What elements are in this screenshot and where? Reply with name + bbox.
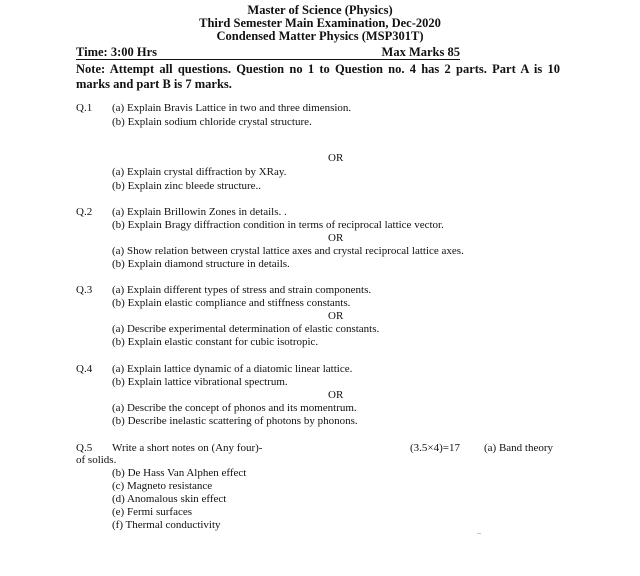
paper-title: Condensed Matter Physics (MSP301T) — [216, 29, 424, 43]
question-part: (a) Explain Bravis Lattice in two and three dimension. — [112, 102, 352, 114]
question-number: Q.1 — [76, 102, 93, 114]
short-note-item: (f) Thermal conductivity — [112, 519, 221, 531]
question-part: (b) Explain zinc bleede structure.. — [112, 180, 262, 192]
question-part: (b) Describe inelastic scattering of photons by phonons. — [112, 415, 358, 427]
short-note-item: (e) Fermi surfaces — [112, 506, 193, 518]
instructions-note: Note: Attempt all questions. Question no 1 to Question no. 4 has 2 parts. Part A is 10 marks and part B is 7 marks. — [76, 62, 560, 91]
max-marks-label: Max Marks 85 — [381, 45, 460, 59]
question-part: (b) Explain diamond structure in details. — [112, 258, 290, 270]
time-marks-bar — [76, 45, 460, 60]
short-note-item-continuation: of solids. — [76, 454, 117, 466]
degree-title: Master of Science (Physics) — [247, 3, 393, 17]
short-notes-intro: Write a short notes on (Any four)- — [112, 442, 263, 454]
question-number: Q.3 — [76, 284, 93, 296]
question-part: (a) Explain Brillowin Zones in details. . — [112, 206, 287, 218]
or-separator: OR — [328, 232, 344, 244]
or-separator: OR — [328, 389, 344, 401]
question-part: (b) Explain sodium chloride crystal structure. — [112, 116, 312, 128]
question-part: (a) Describe the concept of phonos and its momentrum. — [112, 402, 357, 414]
question-number: Q.5 — [76, 442, 93, 454]
question-number: Q.4 — [76, 363, 93, 375]
short-note-item: (d) Anomalous skin effect — [112, 493, 227, 505]
question-part: (a) Explain lattice dynamic of a diatomic linear lattice. — [112, 363, 353, 375]
time-label: Time: 3:00 Hrs — [76, 45, 158, 59]
question-part: (a) Explain different types of stress and strain components. — [112, 284, 372, 296]
question-part: (b) Explain elastic compliance and stiffness constants. — [112, 297, 351, 309]
marks-formula: (3.5×4)=17 — [410, 442, 460, 454]
question-part: (a) Describe experimental determination of elastic constants. — [112, 323, 380, 335]
or-separator: OR — [328, 310, 344, 322]
question-part: (b) Explain lattice vibrational spectrum. — [112, 376, 288, 388]
or-separator: OR — [328, 152, 344, 164]
short-note-item: (b) De Hass Van Alphen effect — [112, 467, 247, 479]
question-part: (b) Explain elastic constant for cubic isotropic. — [112, 336, 319, 348]
question-part: (b) Explain Bragy diffraction condition in terms of reciprocal lattice vector. — [112, 219, 444, 231]
short-note-item: (c) Magneto resistance — [112, 480, 213, 492]
exam-title: Third Semester Main Examination, Dec-2020 — [199, 16, 441, 30]
question-number: Q.2 — [76, 206, 93, 218]
stray-mark: .. — [477, 527, 481, 536]
short-note-item: (a) Band theory — [484, 442, 554, 454]
question-part: (a) Show relation between crystal lattice axes and crystal reciprocal lattice axes. — [112, 245, 464, 257]
question-part: (a) Explain crystal diffraction by XRay. — [112, 166, 287, 178]
